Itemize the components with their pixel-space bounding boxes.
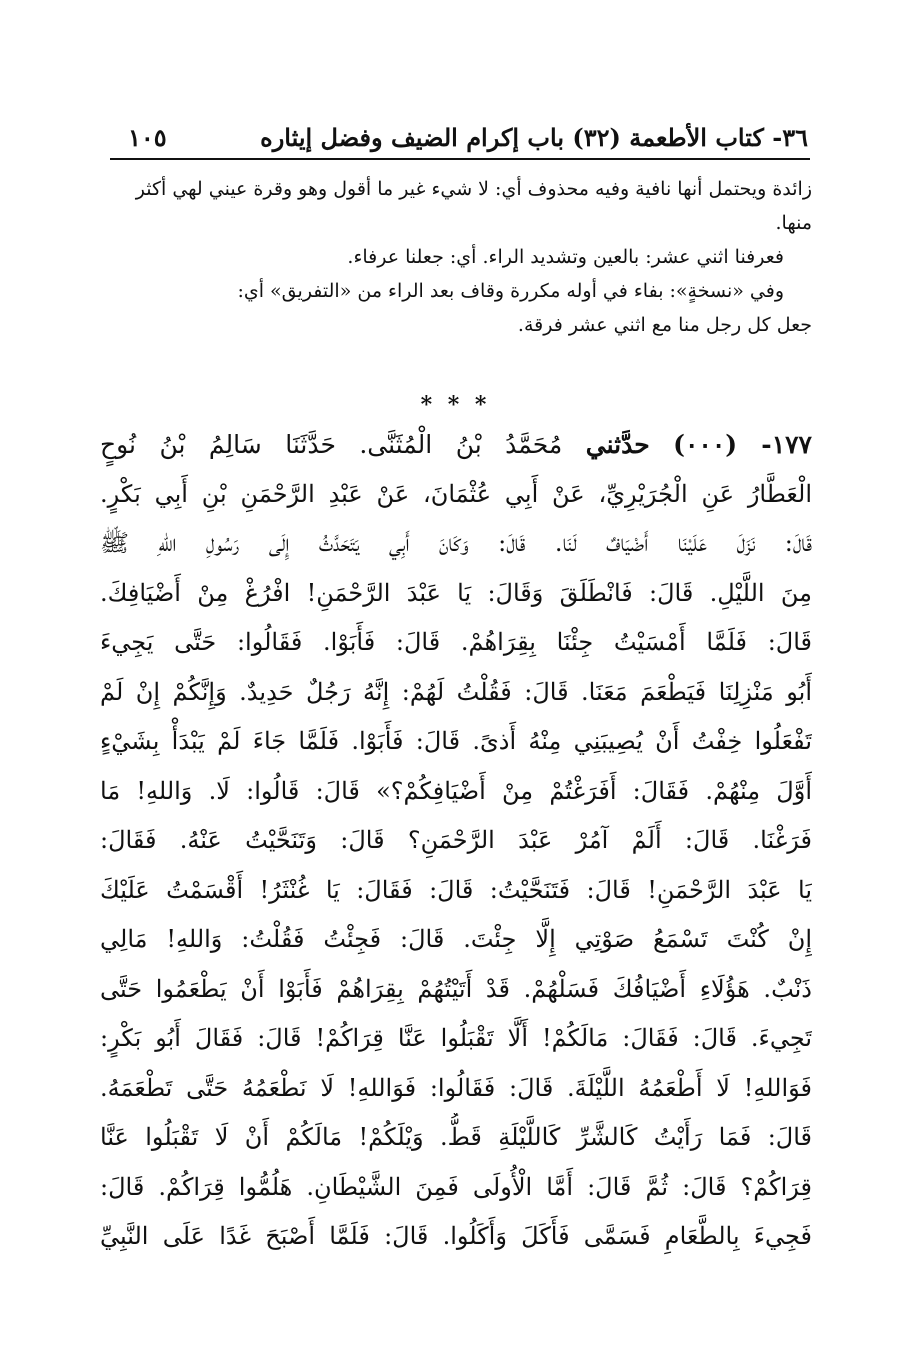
note-line: زائدة ويحتمل أنها نافية وفيه محذوف أي: لا شيء غير ما أقول وهو وقرة عيني لهي أكثر (135, 178, 812, 200)
hadith-line: يَا عَبْدَ الرَّحْمَنِ! قَالَ: فَتَنَحَّيْتُ: قَالَ: فَقَالَ: يَا غُنْثَرُ! أَقْسَمْتُ عَلَيْكَ (100, 875, 812, 904)
hadith-line: أَبُو مَنْزِلِنَا فَيَطْعَمَ مَعَنَا. قَالَ: فَقُلْتُ لَهُمْ: إِنَّهُ رَجُلٌ حَدِيدٌ. وَإِنَّكُمْ إِنْ لَمْ (100, 677, 812, 706)
hadith-chain-text: مُحَمَّدُ بْنُ الْمُثَنَّى. حَدَّثَنَا سَالِمُ بْنُ نُوحٍ (100, 430, 563, 459)
commentary-notes (100, 172, 812, 342)
hadith-chain-label: حدَّثني (585, 430, 650, 459)
note-line: فعرفنا اثني عشر: بالعين وتشديد الراء. أي: جعلنا عرفاء. (347, 246, 784, 268)
hadith-number: ١٧٧- (٠٠٠) (673, 430, 812, 459)
note-line: منها. (775, 212, 812, 234)
page-number: ١٠٥ (128, 123, 167, 152)
hadith-line: ذَنْبٌ. هَؤُلَاءِ أَضْيَافُكَ فَسَلْهُمْ. قَدْ أَتَيْتُهُمْ بِقِرَاهُمْ فَأَبَوْا أَنْ يَطْعَمُوا حَتَّى (100, 974, 812, 1003)
hadith-line: قَالَ: فَلَمَّا أَمْسَيْتُ جِئْنَا بِقِرَاهُمْ. قَالَ: فَأَبَوْا. فَقَالُوا: حَتَّى يَجِيءَ (100, 628, 812, 656)
hadith-line: قَالَ: نَزَلَ عَلَيْنَا أَضْيَافٌ لَنَا. قَالَ: وَكَانَ أَبِي يَتَحَدَّثُ إِلَى رَسُولِ اللهِ ﷺ (100, 529, 812, 557)
hadith-line: مِنَ اللَّيْلِ. قَالَ: فَانْطَلَقَ وَقَالَ: يَا عَبْدَ الرَّحْمَنِ! افْرُغْ مِنْ أَضْيَافِكَ. (100, 578, 812, 607)
hadith-line: فَجِيءَ بِالطَّعَامِ فَسَمَّى فَأَكَلَ وَأَكَلُوا. قَالَ: فَلَمَّا أَصْبَحَ غَدًا عَلَى النَّبِيِّ (100, 1222, 812, 1250)
hadith-line: أَوَّلَ مِنْهُمْ. فَقَالَ: أَفَرَغْتُمْ مِنْ أَضْيَافِكُمْ؟» قَالَ: قَالُوا: لَا. وَاللهِ! مَا (100, 776, 812, 805)
hadith-line (100, 420, 812, 470)
hadith-text (100, 420, 812, 1262)
hadith-line: الْعَطَّارُ عَنِ الْجُرَيْرِيِّ، عَنْ أَبِي عُثْمَانَ، عَنْ عَبْدِ الرَّحْمَنِ بْنِ أَبِي بَكْرٍ. (100, 479, 812, 508)
section-separator: * * * (420, 392, 491, 418)
running-header (128, 112, 808, 152)
hadith-line: تَفْعَلُوا خِفْتُ أَنْ يُصِيبَنِي مِنْهُ أَذىً. قَالَ: فَأَبَوْا. فَلَمَّا جَاءَ لَمْ يَبْدَأْ بِشَيْءٍ (100, 727, 812, 755)
hadith-line: إِنْ كُنْتَ تَسْمَعُ صَوْتِي إِلَّا جِئْتَ. قَالَ: فَجِئْتُ فَقُلْتُ: وَاللهِ! مَالِي (100, 925, 812, 953)
chapter-title: ٣٦- كتاب الأطعمة (٣٢) باب إكرام الضيف وفضل إيثاره (260, 123, 808, 152)
hadith-line: فَوَاللهِ! لَا أَطْعَمُهُ اللَّيْلَةَ. قَالَ: فَقَالُوا: فَوَاللهِ! لَا نَطْعَمُهُ حَتَّى تَطْعَمَهُ. (100, 1073, 812, 1102)
note-line: وفي «نسخةٍ»: بفاء في أوله مكررة وقاف بعد الراء من «التفريق» أي: (237, 280, 784, 302)
hadith-line: تَجِيءَ. قَالَ: فَقَالَ: مَالَكُمْ! أَلَّا تَقْبَلُوا عَنَّا قِرَاكُمْ! قَالَ: فَقَالَ أَبُو بَكْرٍ: (100, 1024, 812, 1052)
hadith-line: قَالَ: فَمَا رَأَيْتُ كَالشَّرِّ كَاللَّيْلَةِ قَطُّ. وَيْلَكُمْ! مَالَكُمْ أَنْ لَا تَقْبَلُوا عَنَّا (100, 1123, 812, 1151)
header-rule (110, 158, 810, 160)
hadith-line: قِرَاكُمْ؟ قَالَ: ثُمَّ قَالَ: أَمَّا الْأُولَى فَمِنَ الشَّيْطَانِ. هَلُمُّوا قِرَاكُمْ. قَالَ: (100, 1172, 812, 1201)
note-line: جعل كل رجل منا مع اثني عشر فرقة. (517, 314, 812, 336)
hadith-line: فَرَغْنَا. قَالَ: أَلَمْ آمُرْ عَبْدَ الرَّحْمَنِ؟ قَالَ: وَتَنَحَّيْتُ عَنْهُ. فَقَالَ: (100, 826, 812, 854)
